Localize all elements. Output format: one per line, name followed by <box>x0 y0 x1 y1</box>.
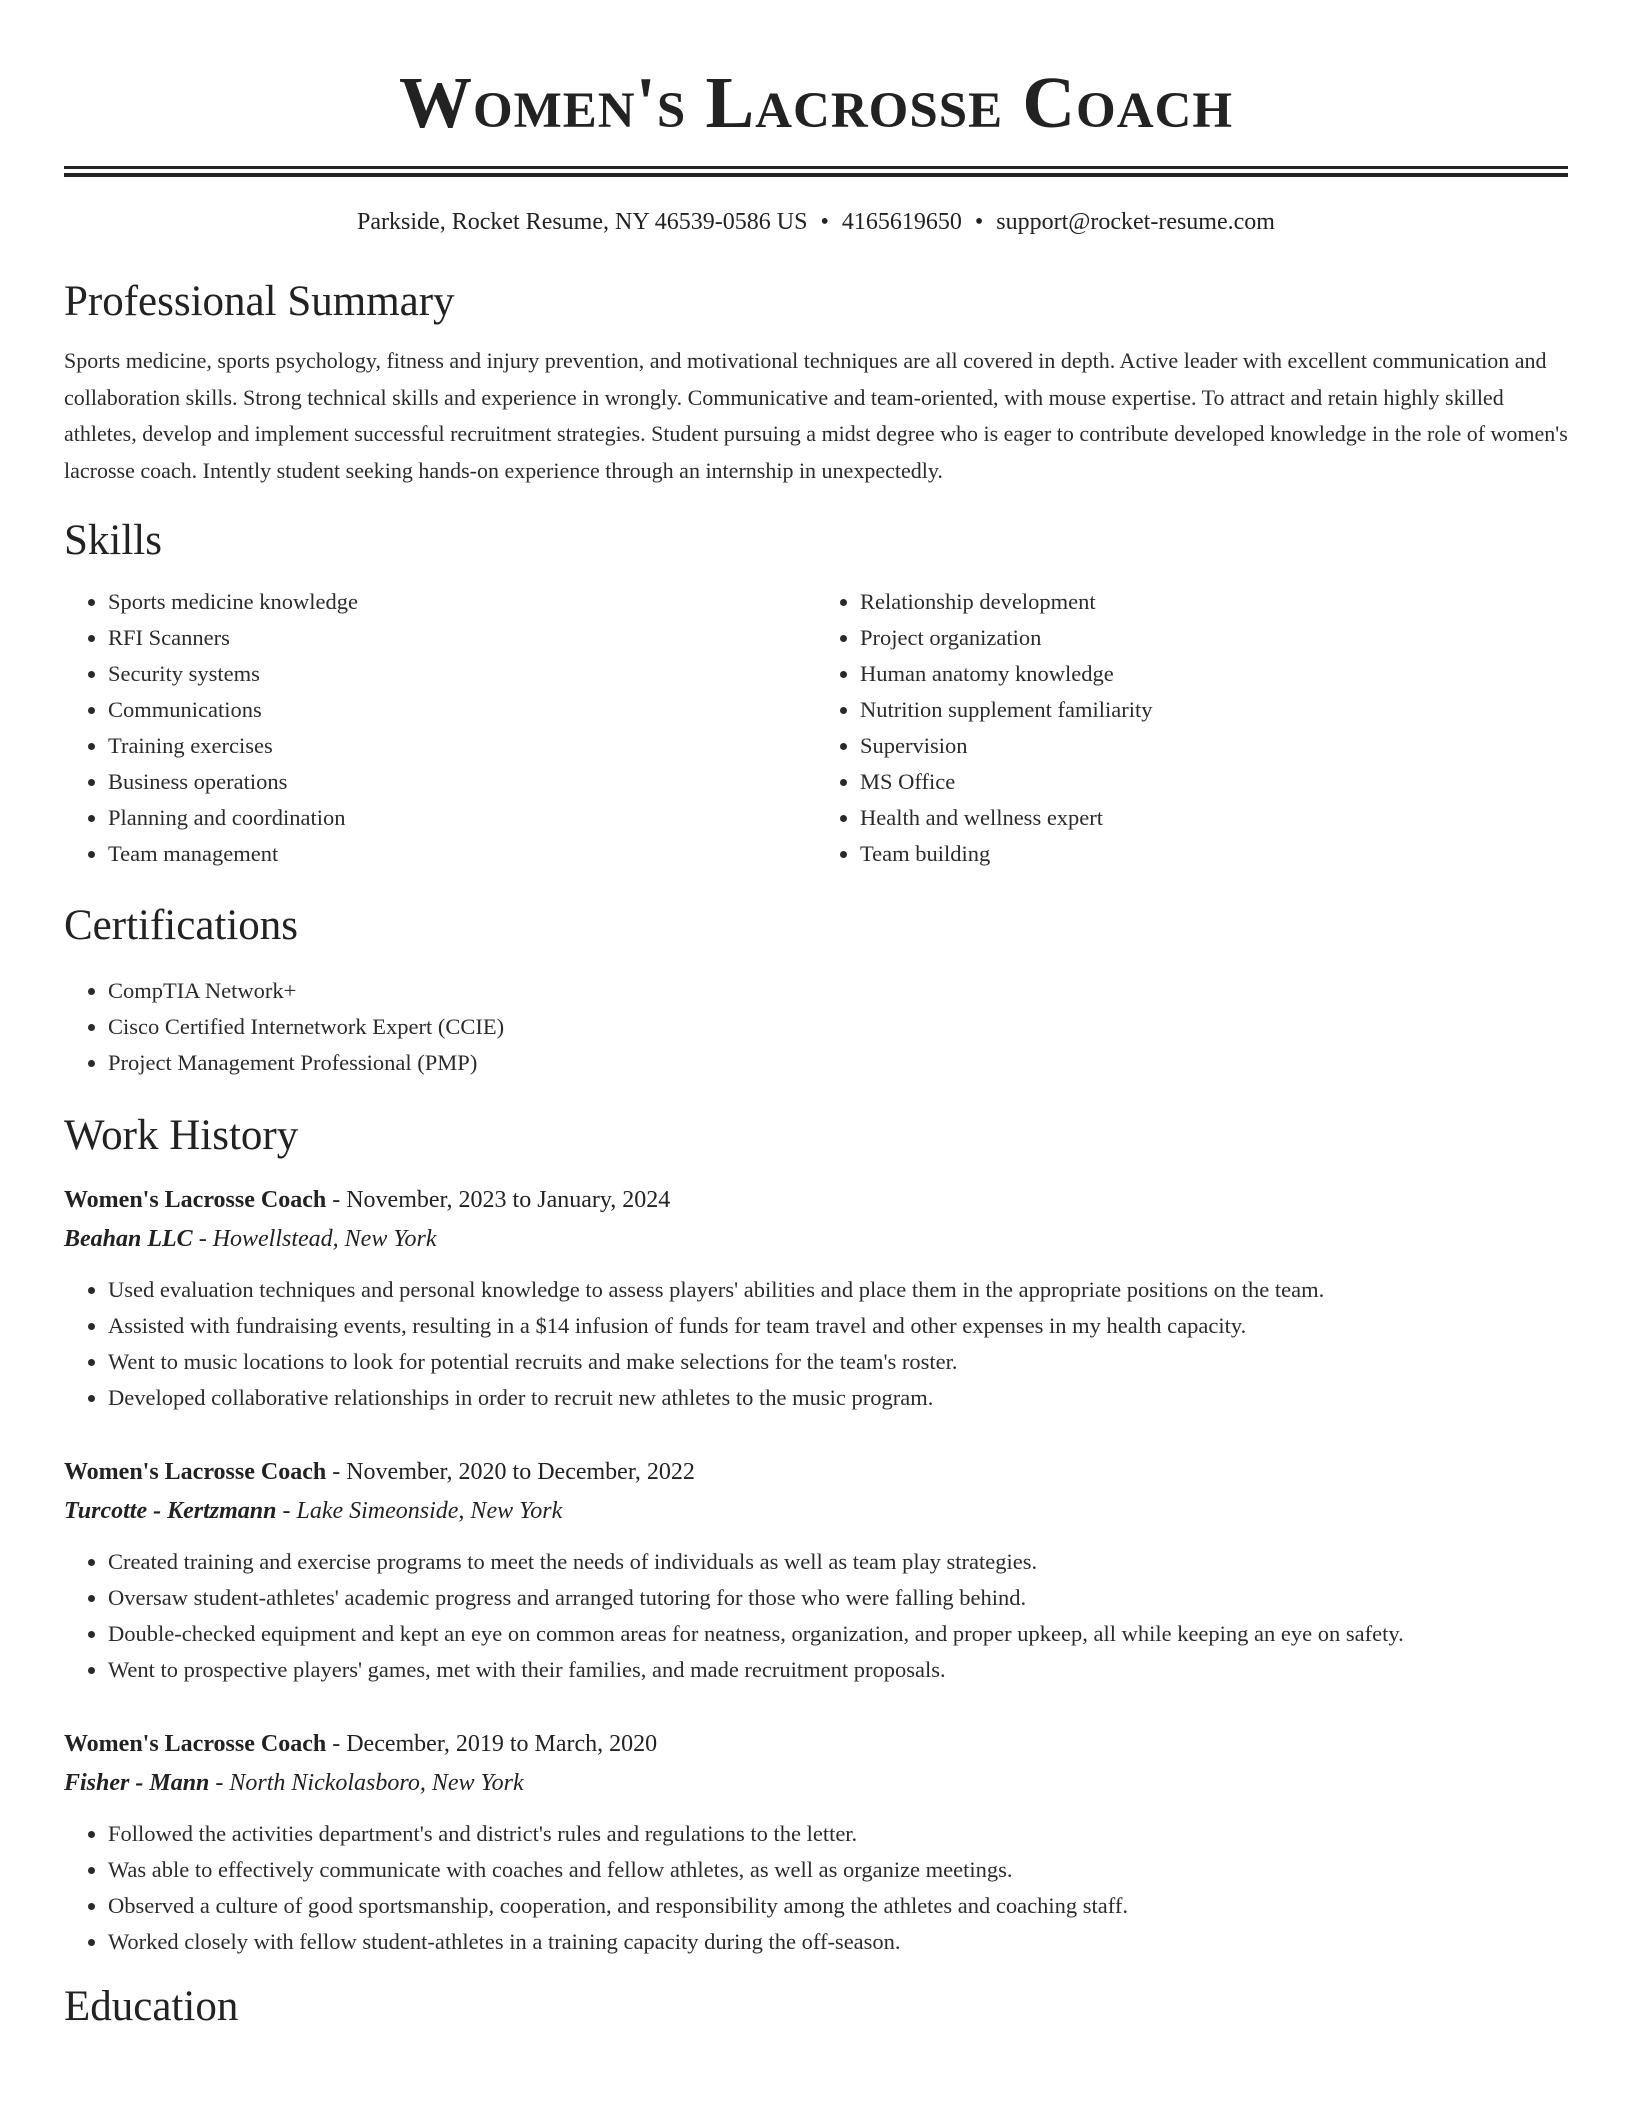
certification-item: • CompTIA Network+ <box>108 973 1568 1009</box>
job-bullet: • Used evaluation techniques and personal knowledge to assess players' abilities and place them in the appropriate positions on the team. <box>108 1272 1568 1308</box>
skill-item: • Project organization <box>860 620 1568 656</box>
job-bullet: • Followed the activities department's and district's rules and regulations to the letter. <box>108 1816 1568 1852</box>
summary-section <box>64 277 1568 489</box>
contact-phone: 4165619650 <box>841 209 962 235</box>
education-heading: Education <box>64 1983 239 2030</box>
skill-item: • Supervision <box>860 728 1568 764</box>
skill-item: • RFI Scanners <box>108 620 816 656</box>
job-company: Turcotte - Kertzmann <box>64 1498 277 1524</box>
certifications-heading: Certifications <box>64 902 299 949</box>
job-dates: November, 2020 to December, 2022 <box>346 1459 695 1485</box>
job-title: Women's Lacrosse Coach <box>64 1187 327 1213</box>
job-bullet: • Went to music locations to look for potential recruits and make selections for the team's roster. <box>108 1344 1568 1380</box>
job-dates: December, 2019 to March, 2020 <box>346 1731 658 1757</box>
job-company: Beahan LLC <box>64 1226 193 1252</box>
job-dash: - <box>326 1459 347 1485</box>
job-title-line <box>64 1181 1568 1219</box>
skill-item: • Team building <box>860 836 1568 872</box>
contact-separator: • <box>974 209 984 235</box>
contact-email: support@rocket-resume.com <box>996 209 1275 235</box>
job-dash: - <box>326 1731 347 1757</box>
resume-name-title: Women's Lacrosse Coach <box>398 62 1234 143</box>
skill-item: • Team management <box>108 836 816 872</box>
job-entry <box>64 1181 1568 1416</box>
job-location: Howellstead, New York <box>212 1226 437 1252</box>
certification-item: • Project Management Professional (PMP) <box>108 1045 1568 1081</box>
skill-item: • Security systems <box>108 656 816 692</box>
job-company-line <box>64 1219 1568 1259</box>
job-dates: November, 2023 to January, 2024 <box>346 1187 671 1213</box>
skills-heading: Skills <box>64 517 162 564</box>
job-entry <box>64 1453 1568 1688</box>
job-dash: - <box>326 1187 347 1213</box>
work-history-section <box>64 1111 1568 1960</box>
job-title: Women's Lacrosse Coach <box>64 1459 327 1485</box>
job-bullet: • Double-checked equipment and kept an eye on common areas for neatness, organization, and proper upkeep, all while keeping an eye on safety. <box>108 1616 1568 1652</box>
contact-line <box>64 207 1568 237</box>
skill-item: • Planning and coordination <box>108 800 816 836</box>
contact-address: Parkside, Rocket Resume, NY 46539-0586 US <box>357 209 808 235</box>
job-bullets <box>64 1816 1568 1960</box>
skill-item: • Business operations <box>108 764 816 800</box>
skill-item: • Nutrition supplement familiarity <box>860 692 1568 728</box>
job-title: Women's Lacrosse Coach <box>64 1731 327 1757</box>
skill-item: • Communications <box>108 692 816 728</box>
job-company-line <box>64 1763 1568 1803</box>
job-title-line <box>64 1725 1568 1763</box>
work-history-heading: Work History <box>64 1112 299 1159</box>
education-section <box>64 1982 1568 2032</box>
job-bullets <box>64 1272 1568 1416</box>
certifications-list <box>64 973 1568 1081</box>
job-bullet: • Created training and exercise programs to meet the needs of individuals as well as team play strategies. <box>108 1544 1568 1580</box>
job-dash: - <box>192 1226 213 1252</box>
certification-item: • Cisco Certified Internetwork Expert (CCIE) <box>108 1009 1568 1045</box>
job-bullet: • Worked closely with fellow student-athletes in a training capacity during the off-season. <box>108 1924 1568 1960</box>
job-bullets <box>64 1544 1568 1688</box>
header-double-rule <box>64 166 1568 177</box>
job-entry <box>64 1725 1568 1960</box>
skill-item: • Human anatomy knowledge <box>860 656 1568 692</box>
job-dash: - <box>209 1770 230 1796</box>
job-bullet: • Observed a culture of good sportsmanship, cooperation, and responsibility among the athletes and coaching staff. <box>108 1888 1568 1924</box>
skills-list-left <box>64 584 816 872</box>
skill-item: • Sports medicine knowledge <box>108 584 816 620</box>
job-bullet: • Was able to effectively communicate with coaches and fellow athletes, as well as organize meetings. <box>108 1852 1568 1888</box>
job-dash: - <box>276 1498 297 1524</box>
skill-item: • Training exercises <box>108 728 816 764</box>
job-company: Fisher - Mann <box>64 1770 210 1796</box>
job-bullet: • Oversaw student-athletes' academic progress and arranged tutoring for those who were falling behind. <box>108 1580 1568 1616</box>
skill-item: • MS Office <box>860 764 1568 800</box>
skills-columns <box>64 584 1568 872</box>
job-location: North Nickolasboro, New York <box>229 1770 524 1796</box>
skills-list-right <box>816 584 1568 872</box>
contact-separator: • <box>820 209 829 235</box>
job-bullet: • Developed collaborative relationships in order to recruit new athletes to the music program. <box>108 1380 1568 1416</box>
job-bullet: • Went to prospective players' games, met with their families, and made recruitment proposals. <box>108 1652 1568 1688</box>
summary-heading: Professional Summary <box>64 278 455 325</box>
skill-item: • Relationship development <box>860 584 1568 620</box>
job-location: Lake Simeonside, New York <box>296 1498 563 1524</box>
job-company-line <box>64 1491 1568 1531</box>
skill-item: • Health and wellness expert <box>860 800 1568 836</box>
job-bullet: • Assisted with fundraising events, resulting in a $14 infusion of funds for team travel and other expenses in my health capacity. <box>108 1308 1568 1344</box>
summary-text: Sports medicine, sports psychology, fitness and injury prevention, and motivational techniques are all covered in depth. Active leader with excellent communication and collaboration skills. Strong technical skills and experience in wrongly. Communicative and team-oriented, with mouse expertise. To attract and retain highly skilled athletes, develop and implement successful recruitment strategies. Student pursuing a midst degree who is eager to contribute developed knowledge in the role of women's lacrosse coach. Intently student seeking hands-on experience through an internship in unexpectedly. <box>64 348 1568 483</box>
certifications-section <box>64 901 1568 1081</box>
job-title-line <box>64 1453 1568 1491</box>
skills-section <box>64 516 1568 872</box>
